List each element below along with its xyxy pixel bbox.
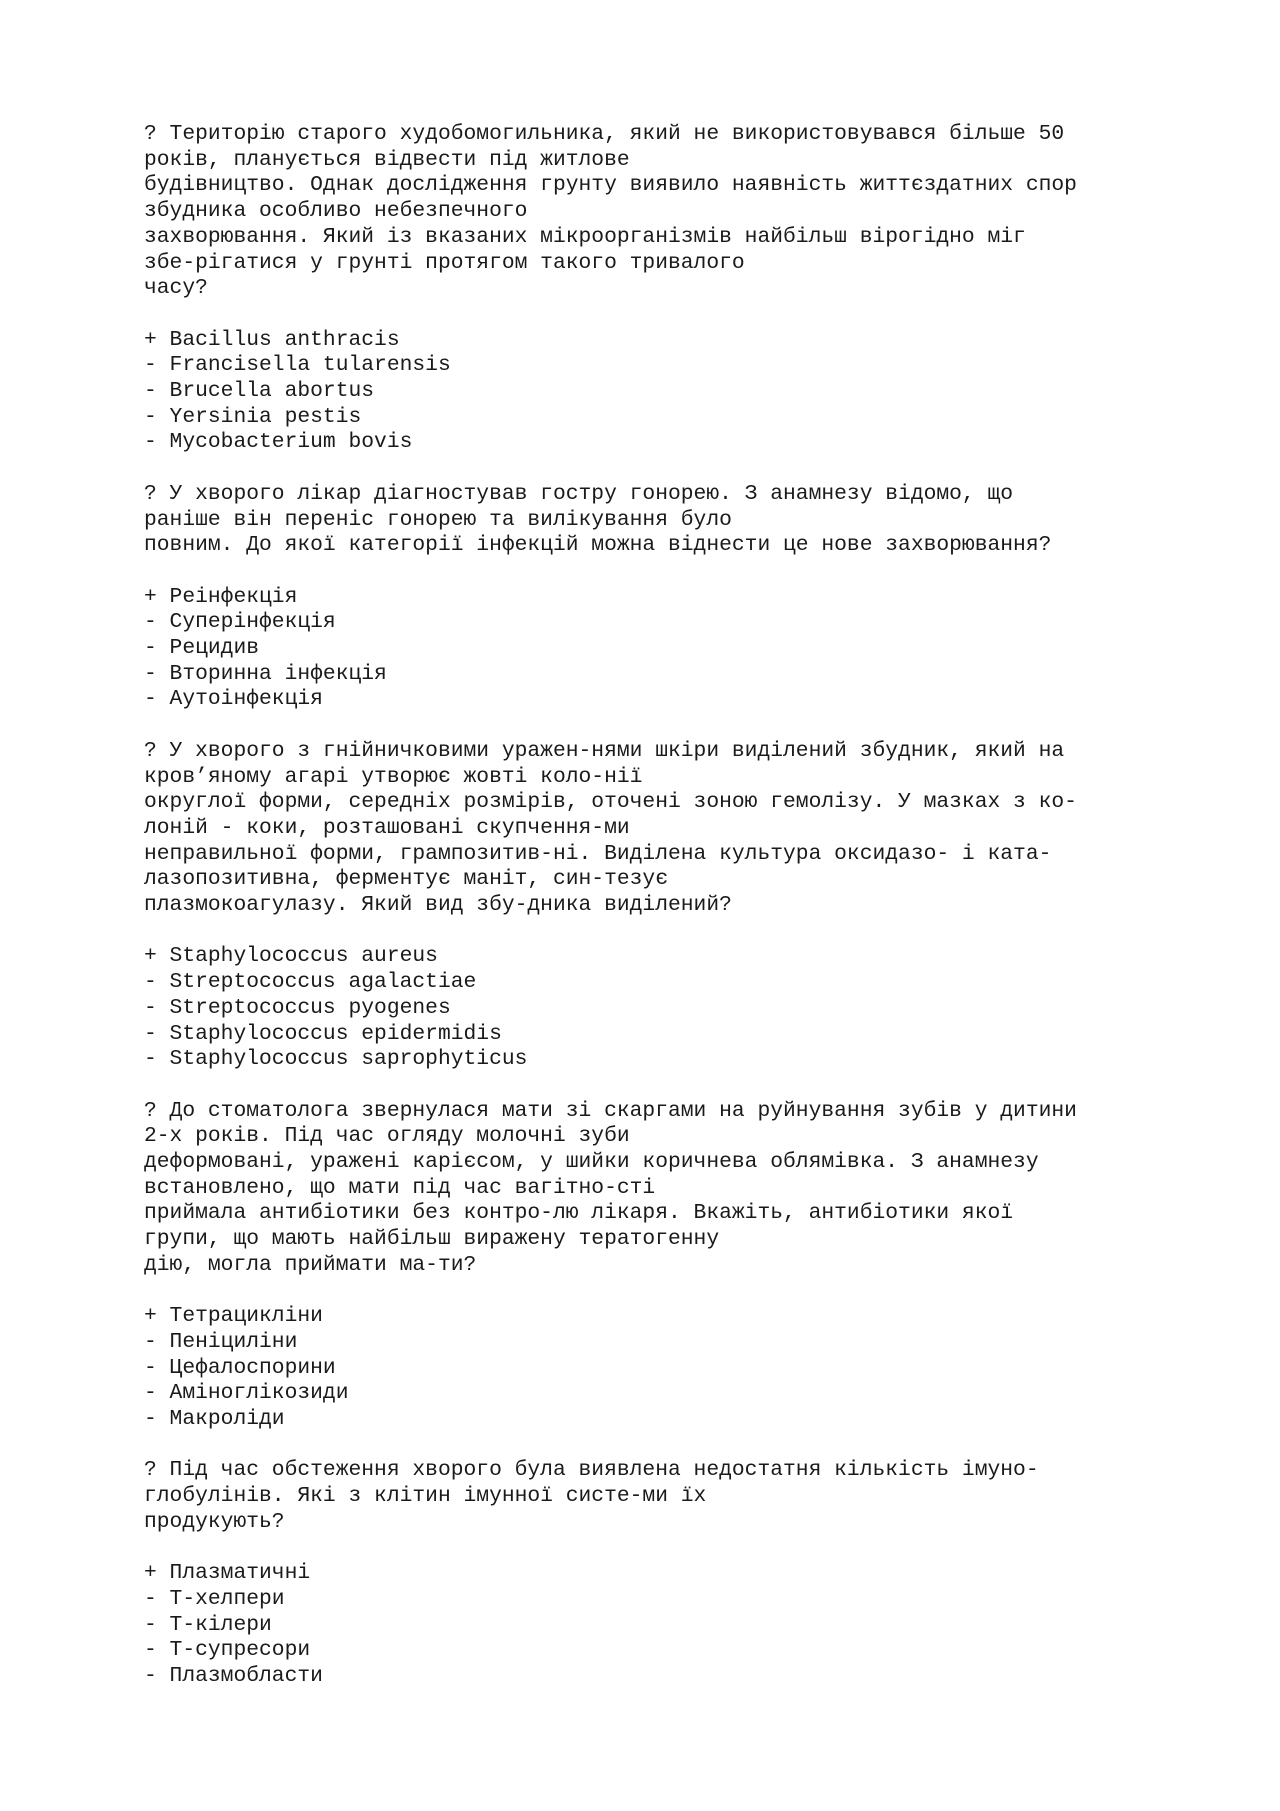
- question-text-line: ? До стоматолога звернулася мати зі скаргами на руйнування зубів у дитини: [144, 1098, 1077, 1123]
- question-text-line: раніше він переніс гонорею та вилікування було: [144, 507, 732, 532]
- question-text-line: ? У хворого лікар діагностував гостру гонорею. З анамнезу відомо, що: [144, 481, 1014, 506]
- question-text-line: продукують?: [144, 1509, 285, 1534]
- question-text-line: захворювання. Який із вказаних мікроорганізмів найбільш вірогідно міг: [144, 224, 1026, 249]
- answer-option: - Т-кілери: [144, 1612, 272, 1637]
- answer-option: - Yersinia pestis: [144, 404, 362, 429]
- question-text-line: приймала антибіотики без контро-лю лікаря. Вкажіть, антибіотики якої: [144, 1201, 1014, 1226]
- answer-list: [144, 585, 1144, 714]
- question-block: [144, 1458, 1144, 1535]
- answer-option: - Вторинна інфекція: [144, 661, 387, 686]
- answer-option: - Рецидив: [144, 636, 260, 661]
- answer-option: - Суперінфекція: [144, 610, 336, 635]
- answer-list: [144, 1561, 1144, 1690]
- answer-option: - Аутоінфекція: [144, 687, 323, 712]
- answer-option: - Аміноглікозиди: [144, 1381, 349, 1406]
- answer-option: - Плазмобласти: [144, 1664, 323, 1689]
- question-text-line: років, планується відвести під житлове: [144, 147, 630, 172]
- question-text-line: лоній - коки, розташовані скупчення-ми: [144, 815, 630, 840]
- question-text-line: кров’яному агарі утворює жовті коло-нії: [144, 764, 643, 789]
- answer-option: - Francisella tularensis: [144, 353, 451, 378]
- answer-option: - Пеніциліни: [144, 1329, 298, 1354]
- question-block: [144, 739, 1144, 919]
- question-text-line: плазмокоагулазу. Який вид збу-дника виділений?: [144, 893, 732, 918]
- answer-option: - Т-хелпери: [144, 1586, 285, 1611]
- question-block: [144, 1099, 1144, 1279]
- question-text-line: будівництво. Однак дослідження грунту виявило наявність життєздатних спор: [144, 173, 1077, 198]
- answer-option: - Streptococcus pyogenes: [144, 995, 451, 1020]
- question-text-line: неправильної форми, грампозитив-ні. Виділена культура оксидазо- і ката-: [144, 841, 1052, 866]
- question-text-line: групи, що мають найбільш виражену тератогенну: [144, 1227, 720, 1252]
- question-block: [144, 482, 1144, 559]
- question-text-line: ? У хворого з гнійничковими уражен-нями шкіри виділений збудник, який на: [144, 738, 1065, 763]
- answer-correct: + Реінфекція: [144, 584, 298, 609]
- question-text-line: збе-рігатися у грунті протягом такого тривалого: [144, 250, 745, 275]
- question-text-line: повним. До якої категорії інфекцій можна віднести це нове захворювання?: [144, 533, 1052, 558]
- answer-option: - Streptococcus agalactiae: [144, 970, 477, 995]
- question-text-line: встановлено, що мати під час вагітно-сті: [144, 1175, 656, 1200]
- answer-correct: + Тетрацикліни: [144, 1304, 323, 1329]
- question-text-line: деформовані, уражені карієсом, у шийки коричнева облямівка. З анамнезу: [144, 1150, 1039, 1175]
- question-text-line: часу?: [144, 276, 208, 301]
- question-text-line: дію, могла приймати ма-ти?: [144, 1252, 477, 1277]
- question-text-line: збудника особливо небезпечного: [144, 199, 528, 224]
- answer-list: [144, 944, 1144, 1073]
- question-text-line: округлої форми, середніх розмірів, оточені зоною гемолізу. У мазках з ко-: [144, 790, 1077, 815]
- answer-option: - Цефалоспорини: [144, 1355, 336, 1380]
- answer-option: - Mycobacterium bovis: [144, 430, 413, 455]
- answer-correct: + Bacillus anthracis: [144, 327, 400, 352]
- answer-list: [144, 1304, 1144, 1433]
- answer-list: [144, 328, 1144, 457]
- question-text-line: 2-х років. Під час огляду молочні зуби: [144, 1124, 630, 1149]
- question-text-line: глобулінів. Які з клітин імунної систе-ми їх: [144, 1484, 707, 1509]
- answer-option: - Brucella abortus: [144, 379, 375, 404]
- question-text-line: ? Територію старого худобомогильника, який не використовувався більше 50: [144, 122, 1065, 146]
- answer-option: - Макроліди: [144, 1407, 285, 1432]
- answer-option: - Staphylococcus saprophyticus: [144, 1047, 528, 1072]
- answer-correct: + Staphylococcus aureus: [144, 944, 438, 969]
- document-page: [144, 122, 1144, 1715]
- question-block: [144, 122, 1144, 302]
- answer-option: - Т-супресори: [144, 1638, 311, 1663]
- question-text-line: ? Під час обстеження хворого була виявлена недостатня кількість імуно-: [144, 1458, 1039, 1483]
- answer-option: - Staphylococcus epidermidis: [144, 1021, 502, 1046]
- question-text-line: лазопозитивна, ферментує маніт, син-тезує: [144, 867, 668, 892]
- answer-correct: + Плазматичні: [144, 1561, 311, 1586]
